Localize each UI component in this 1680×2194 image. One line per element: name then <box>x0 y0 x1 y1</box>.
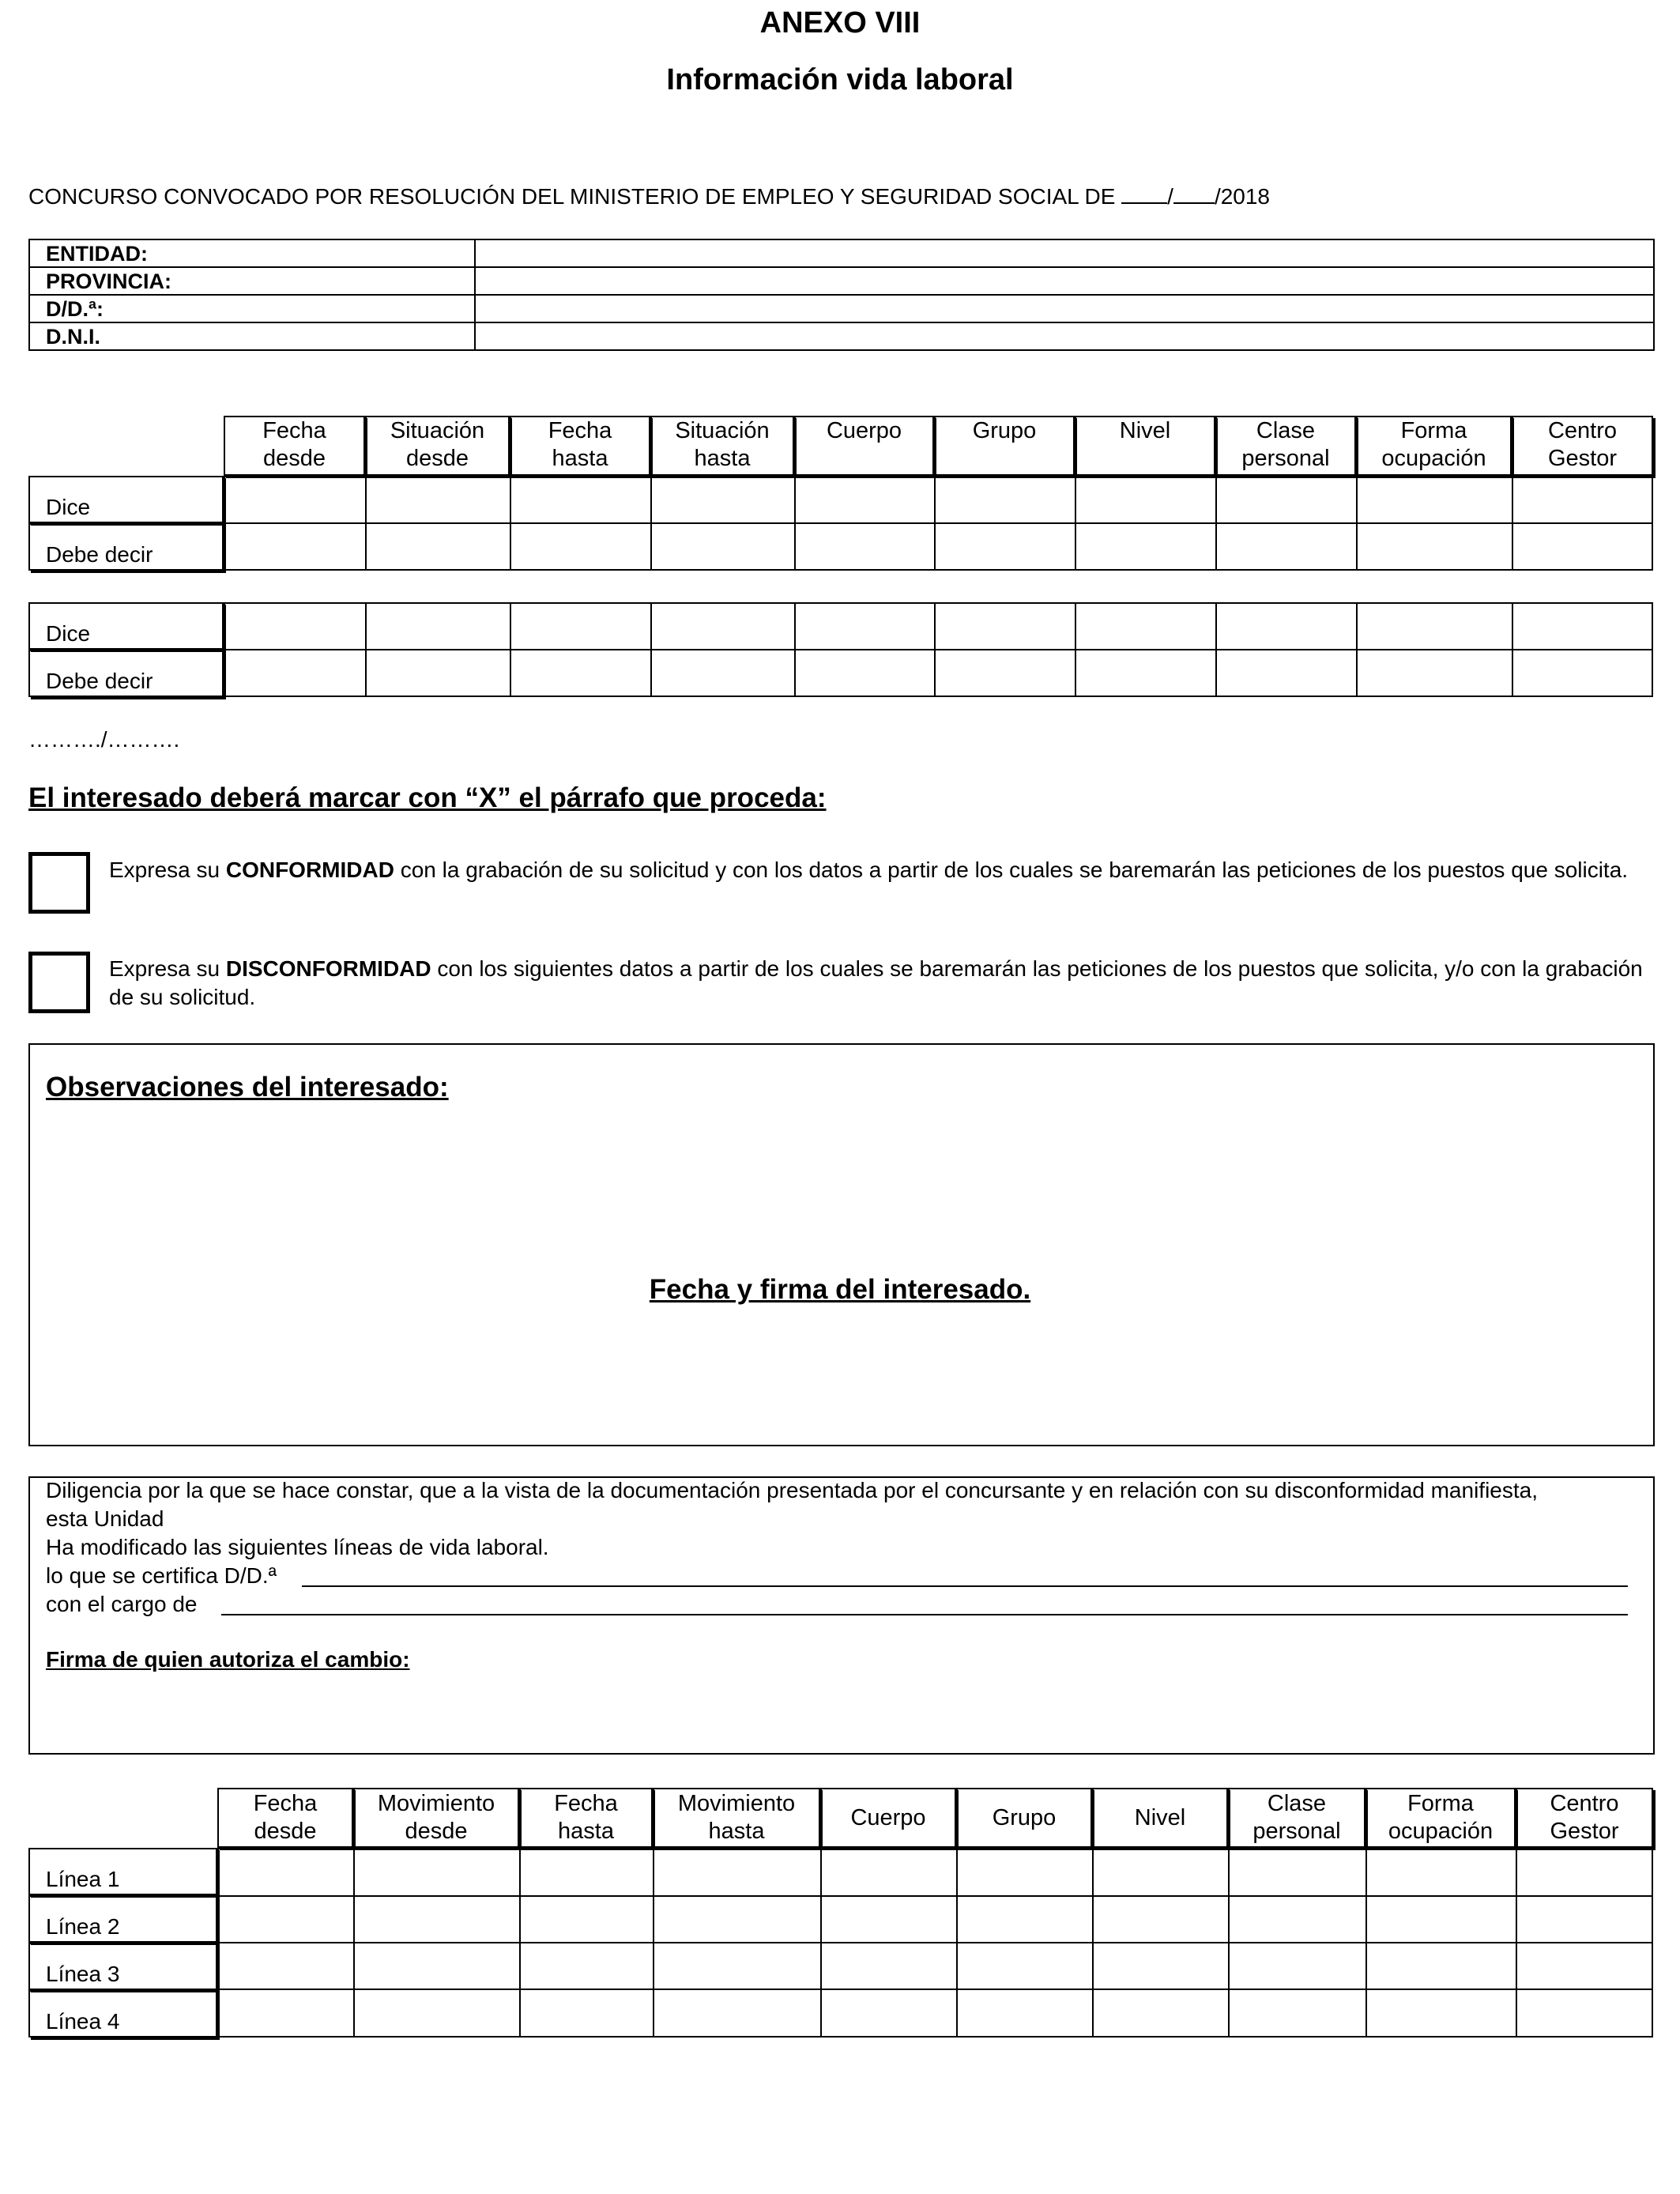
day-blank[interactable] <box>1121 183 1167 204</box>
info-value-field[interactable] <box>475 239 1654 267</box>
column-header-line: Situación <box>675 418 770 443</box>
column-header-line: Nivel <box>1134 1804 1186 1830</box>
column-header <box>217 1788 353 1848</box>
info-table <box>28 239 1655 351</box>
grid-row-line <box>219 1895 1652 1897</box>
cargo-field[interactable] <box>221 1614 1628 1615</box>
column-header-line: Fecha <box>253 1791 318 1816</box>
column-header-line: Gestor <box>1547 446 1617 471</box>
column-header <box>934 416 1075 476</box>
column-header-text <box>254 1790 318 1845</box>
column-header-line: Centro <box>1550 1791 1619 1816</box>
column-header-line: personal <box>1252 1819 1341 1844</box>
row-label-text: Línea 4 <box>46 2009 120 2034</box>
column-header <box>1356 416 1512 476</box>
row-label-linea <box>28 1943 217 1990</box>
page-continuation-marker: ………./………. <box>28 727 180 752</box>
paragraph-bold-text: CONFORMIDAD <box>225 858 394 882</box>
column-header-line: Cuerpo <box>826 418 902 443</box>
column-header-line: Cuerpo <box>850 1804 926 1830</box>
grid-row-line <box>219 1989 1652 1990</box>
info-value-field[interactable] <box>475 295 1654 322</box>
info-label: ENTIDAD: <box>29 239 475 267</box>
page-title: ANEXO VIII <box>759 6 921 40</box>
column-header-line: Forma <box>1400 418 1467 443</box>
conformidad-paragraph <box>109 856 1650 884</box>
column-header <box>956 1788 1092 1848</box>
certifica-name-field[interactable] <box>302 1585 1628 1587</box>
column-header <box>510 416 650 476</box>
column-header-line: Fecha <box>554 1791 618 1816</box>
column-header-text <box>548 417 612 473</box>
month-blank[interactable] <box>1173 183 1215 204</box>
column-header-text <box>1381 417 1486 473</box>
column-header-text <box>678 1790 795 1845</box>
row-label-text: Línea 1 <box>46 1867 120 1891</box>
column-header-line: Movimiento <box>377 1791 495 1816</box>
column-header-text <box>993 1804 1057 1832</box>
concurso-text: CONCURSO CONVOCADO POR RESOLUCIÓN DEL MINISTERIO DE EMPLEO Y SEGURIDAD SOCIAL DE <box>28 184 1122 209</box>
column-header <box>794 416 934 476</box>
diligencia-text: esta Unidad <box>46 1506 164 1531</box>
column-header-text <box>827 417 902 445</box>
row-label-dice <box>28 602 224 650</box>
diligencia-box <box>28 1476 1655 1755</box>
paragraph-text: Expresa su <box>109 858 226 882</box>
column-header <box>653 1788 820 1848</box>
column-header-line: hasta <box>558 1819 614 1844</box>
column-header-line: Centro <box>1547 418 1618 443</box>
instruction-heading: El interesado deberá marcar con “X” el párrafo que proceda: <box>28 782 827 813</box>
grid-row-line <box>219 1942 1652 1943</box>
column-header-text <box>1120 417 1170 445</box>
info-label: D.N.I. <box>29 322 475 350</box>
row-label-text: Debe decir <box>46 542 153 567</box>
column-header-line: Situación <box>390 418 485 443</box>
disconformidad-paragraph <box>109 955 1650 1012</box>
concurso-line <box>28 183 1270 209</box>
info-value-field[interactable] <box>475 322 1654 350</box>
date-separator: / <box>1167 184 1173 209</box>
column-header-line: Fecha <box>548 418 612 443</box>
column-header <box>1075 416 1215 476</box>
firma-autoriza-label: Firma de quien autoriza el cambio: <box>46 1647 410 1672</box>
info-row-entidad <box>29 239 1654 267</box>
disconformidad-checkbox[interactable] <box>28 952 90 1013</box>
row-label-linea <box>28 1895 217 1943</box>
diligencia-text: Diligencia por la que se hace constar, que a la vista de la documentación presentada por el concursante y en relación con su disconformidad manifiesta, <box>46 1478 1539 1502</box>
info-row-provincia <box>29 267 1654 295</box>
column-header-line: Gestor <box>1550 1819 1619 1844</box>
column-header-text <box>1252 1790 1340 1845</box>
column-header-line: Clase <box>1267 1791 1327 1816</box>
date-separator: / <box>1214 184 1221 209</box>
table2-grid[interactable] <box>217 1848 1653 2038</box>
column-header <box>1365 1788 1516 1848</box>
conformidad-checkbox[interactable] <box>28 852 90 914</box>
row-label-text: Dice <box>46 621 91 646</box>
column-header-text <box>390 417 484 473</box>
column-header <box>365 416 510 476</box>
diligencia-text: Ha modificado las siguientes líneas de vida laboral. <box>46 1535 549 1559</box>
column-header-text <box>1548 417 1617 473</box>
column-header-text <box>262 417 326 473</box>
column-header <box>1228 1788 1365 1848</box>
column-header-line: ocupación <box>1381 446 1486 471</box>
row-label-text: Línea 3 <box>46 1962 120 1986</box>
row-label-text: Dice <box>46 495 91 519</box>
column-header <box>650 416 794 476</box>
observaciones-box[interactable] <box>28 1043 1655 1446</box>
certifica-label: lo que se certifica D/D.ª <box>46 1563 277 1588</box>
column-header-line: hasta <box>708 1819 765 1844</box>
row-label-dice <box>28 476 224 523</box>
column-header-text <box>1550 1790 1618 1845</box>
column-header-text <box>1388 1790 1493 1845</box>
paragraph-text: Expresa su <box>109 956 226 981</box>
info-label: D/D.ª: <box>29 295 475 322</box>
column-header-text <box>554 1790 618 1845</box>
year-text: 2018 <box>1220 184 1271 209</box>
grid-row-line <box>225 649 1652 650</box>
column-header-line: desde <box>262 446 326 471</box>
table1-group2-grid[interactable] <box>224 602 1653 697</box>
column-header-line: ocupación <box>1388 1819 1494 1844</box>
column-header-text <box>1241 417 1329 473</box>
row-label-text: Debe decir <box>46 669 153 693</box>
column-header-text <box>378 1790 495 1845</box>
firma-interesado-label: Fecha y firma del interesado. <box>649 1274 1031 1305</box>
column-header <box>1215 416 1356 476</box>
column-header <box>1092 1788 1228 1848</box>
column-header-line: desde <box>405 1819 468 1844</box>
column-header <box>1512 416 1653 476</box>
info-row-nombre <box>29 295 1654 322</box>
paragraph-bold-text: DISCONFORMIDAD <box>225 956 431 981</box>
column-header-line: personal <box>1241 446 1330 471</box>
observaciones-title: Observaciones del interesado: <box>46 1072 449 1103</box>
column-header-line: hasta <box>694 446 751 471</box>
row-label-debe-decir <box>28 650 224 697</box>
column-header-line: desde <box>254 1819 317 1844</box>
info-value-field[interactable] <box>475 267 1654 295</box>
column-header-line: Fecha <box>262 418 326 443</box>
column-header-text <box>675 417 769 473</box>
column-header <box>820 1788 956 1848</box>
column-header <box>224 416 365 476</box>
page-subtitle: Información vida laboral <box>666 63 1014 96</box>
column-header-line: hasta <box>552 446 608 471</box>
info-label: PROVINCIA: <box>29 267 475 295</box>
column-header-line: Movimiento <box>677 1791 796 1816</box>
column-header-line: Grupo <box>972 418 1037 443</box>
row-label-linea <box>28 1848 217 1895</box>
column-header-line: desde <box>405 446 469 471</box>
column-header-line: Forma <box>1407 1791 1474 1816</box>
grid-row-line <box>225 522 1652 524</box>
row-label-linea <box>28 1990 217 2038</box>
column-header-line: Nivel <box>1119 418 1171 443</box>
column-header-text <box>973 417 1037 445</box>
column-header-line: Grupo <box>992 1804 1057 1830</box>
column-header <box>519 1788 653 1848</box>
row-label-text: Línea 2 <box>46 1914 120 1939</box>
column-header-text <box>1135 1804 1185 1832</box>
column-header <box>353 1788 519 1848</box>
info-row-dni <box>29 322 1654 350</box>
table1-group1-grid[interactable] <box>224 476 1653 571</box>
row-label-debe-decir <box>28 523 224 571</box>
cargo-label: con el cargo de <box>46 1592 198 1616</box>
paragraph-text: con la grabación de su solicitud y con los datos a partir de los cuales se baremarán las peticiones de los puestos que solicita. <box>394 858 1629 882</box>
column-header-line: Clase <box>1256 418 1316 443</box>
column-header-text <box>850 1804 925 1832</box>
paragraph-text: con los siguientes datos a partir de los cuales se baremarán las peticiones de los puestos que solicita, y/o con la grabación de su solicitud. <box>109 956 1643 1009</box>
column-header <box>1516 1788 1653 1848</box>
